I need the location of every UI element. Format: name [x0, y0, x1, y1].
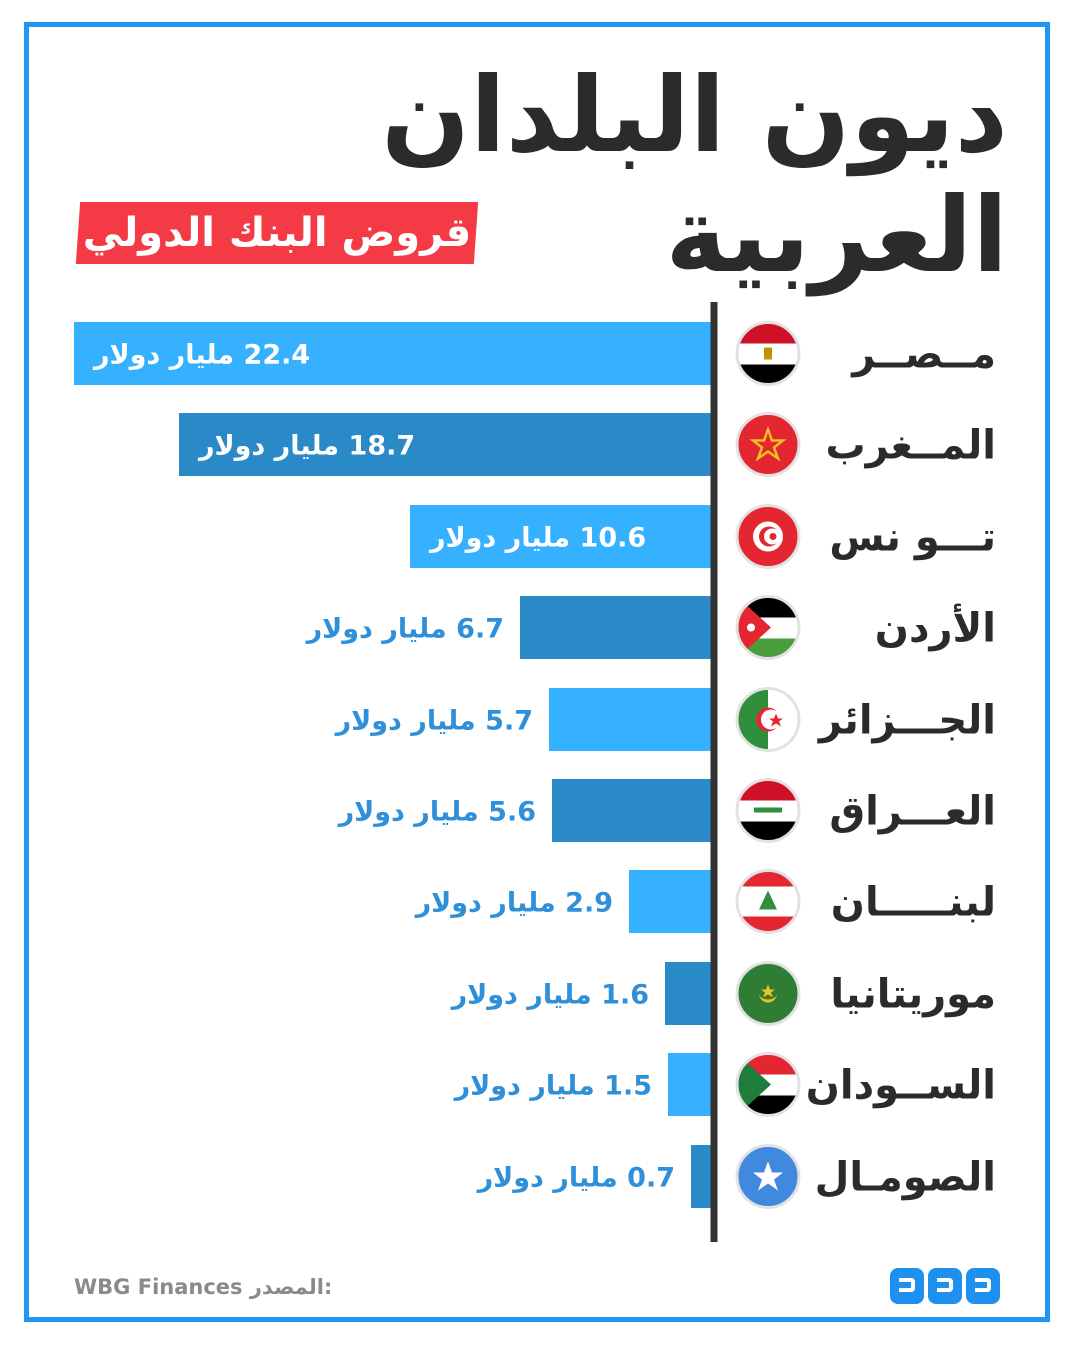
bar-value-label: 18.7 مليار دولار	[199, 430, 416, 462]
bar-4	[549, 688, 711, 751]
source-name: WBG Finances	[74, 1275, 243, 1299]
tunisia-flag-icon	[737, 506, 799, 568]
egypt-flag-icon	[737, 323, 799, 386]
bar-value-label: 5.6 مليار دولار	[338, 796, 536, 828]
country-label: الجـــزائر	[818, 697, 996, 744]
bar-8	[668, 1053, 711, 1116]
logo-block-icon	[928, 1268, 962, 1304]
bar-value-label: 2.9 مليار دولار	[415, 887, 613, 919]
logo-block-icon	[890, 1268, 924, 1304]
country-label: العـــراق	[829, 788, 996, 835]
country-label: موريتانيا	[830, 971, 996, 1018]
jordan-flag-icon	[737, 597, 799, 660]
source-label: المصدر:	[249, 1275, 333, 1299]
morocco-flag-icon	[737, 414, 799, 476]
bar-3	[520, 596, 711, 659]
bar-9	[691, 1145, 711, 1208]
flags-group	[737, 323, 996, 1208]
country-label: الأردن	[874, 605, 996, 652]
country-label: الســودان	[805, 1062, 996, 1109]
bar-5	[552, 779, 711, 842]
bar-6	[629, 870, 711, 933]
bar-value-label: 1.6 مليار دولار	[451, 979, 649, 1011]
country-label: مــصــر	[852, 331, 996, 378]
page-title: ديون البلدان العربية	[381, 54, 1008, 296]
brand-logo-icon	[890, 1268, 1000, 1304]
bar-value-label: 1.5 مليار دولار	[454, 1070, 652, 1102]
algeria-flag-icon	[737, 689, 799, 751]
mauritania-flag-icon	[737, 963, 799, 1025]
source-credit	[74, 1272, 332, 1302]
lebanon-flag-icon	[737, 871, 799, 933]
bar-value-label: 6.7 مليار دولار	[306, 613, 504, 645]
bar-value-label: 5.7 مليار دولار	[335, 705, 533, 737]
country-label: لبنـــــان	[830, 879, 996, 926]
bar-value-label: 0.7 مليار دولار	[477, 1162, 675, 1194]
somalia-flag-icon	[737, 1146, 799, 1208]
bars-group	[74, 322, 711, 1208]
page-subtitle: قروض البنك الدولي	[82, 210, 472, 256]
sudan-flag-icon	[737, 1054, 799, 1117]
bar-value-label: 22.4 مليار دولار	[94, 339, 311, 371]
bar-value-label: 10.6 مليار دولار	[430, 522, 647, 554]
country-label: تـــو نس	[829, 514, 996, 561]
country-label: الصومـال	[814, 1154, 996, 1201]
bar-7	[665, 962, 711, 1025]
logo-block-icon	[966, 1268, 1000, 1304]
iraq-flag-icon	[737, 780, 799, 843]
country-label: المــغرب	[825, 422, 996, 469]
